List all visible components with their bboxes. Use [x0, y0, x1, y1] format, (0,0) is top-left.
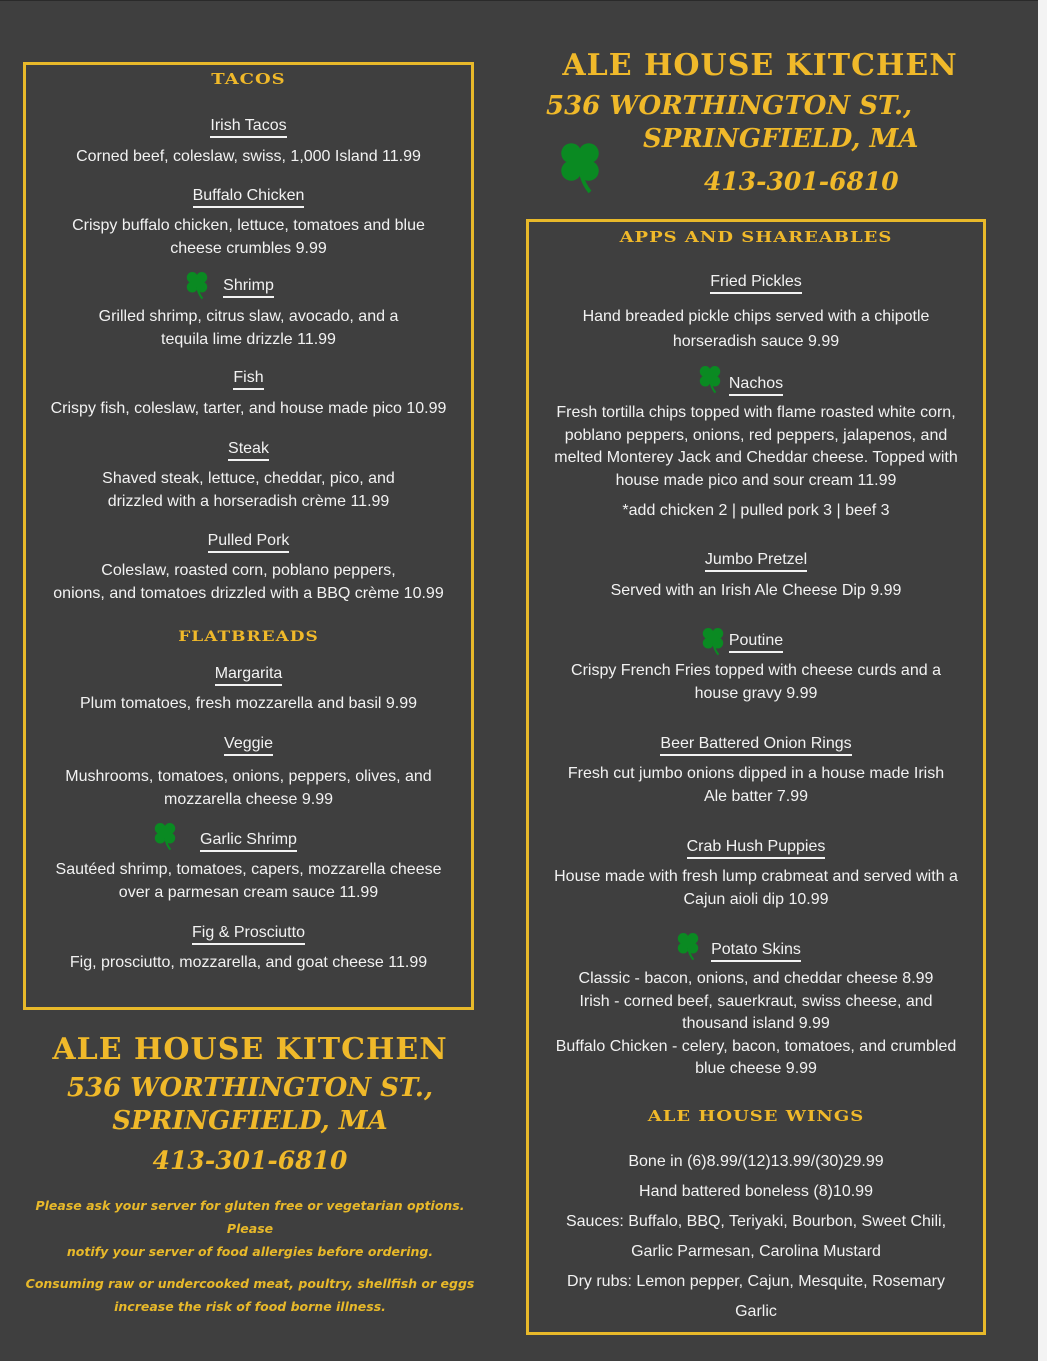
menu-item-potato-skins — [529, 940, 983, 1081]
item-desc-line: cheese crumbles 9.99 — [170, 239, 327, 257]
menu-item-poutine — [529, 631, 983, 705]
menu-item-steak — [26, 439, 471, 513]
item-desc-line: house made pico and sour cream 11.99 — [615, 471, 897, 489]
brand-block-top — [530, 46, 990, 86]
item-desc: Plum tomatoes, fresh mozzarella and basil 9.99 — [79, 695, 418, 712]
item-name: Veggie — [224, 734, 273, 756]
item-name: Nachos — [729, 374, 783, 396]
item-name: Steak — [228, 439, 269, 461]
address-line-1: 536 WORTHINGTON ST., — [546, 91, 913, 121]
item-name: Irish Tacos — [210, 116, 286, 138]
item-desc-line: Shaved steak, lettuce, cheddar, pico, and — [102, 470, 395, 487]
item-desc-line: Coleslaw, roasted corn, poblano peppers, — [101, 562, 396, 579]
item-name: Fig & Prosciutto — [192, 923, 305, 945]
menu-item-jumbo-pretzel — [529, 550, 983, 603]
item-desc-line: Hand breaded pickle chips served with a chipotle — [582, 308, 930, 325]
item-desc-line: Irish - corned beef, sauerkraut, swiss cheese, and — [579, 992, 933, 1010]
item-name: Garlic Shrimp — [200, 830, 297, 852]
food-safety-note-line: Consuming raw or undercooked meat, poultry, shellfish or eggs — [25, 1276, 475, 1291]
wings-line: Bone in (6)8.99/(12)13.99/(30)29.99 — [628, 1153, 884, 1170]
item-name: Beer Battered Onion Rings — [660, 734, 851, 756]
menu-item-onion-rings — [529, 734, 983, 808]
item-desc-line: Buffalo Chicken - celery, bacon, tomatoes, and crumbled — [555, 1037, 957, 1055]
item-desc-line: blue cheese 9.99 — [695, 1060, 817, 1077]
allergy-note-line: notify your server of food allergies before ordering. — [66, 1244, 434, 1259]
item-name: Poutine — [729, 631, 783, 653]
wings-line: Hand battered boneless (8)10.99 — [639, 1183, 873, 1200]
item-name: Buffalo Chicken — [193, 186, 305, 208]
phone-number: 413-301-6810 — [704, 167, 899, 196]
top-edge-line — [0, 0, 1038, 1]
food-safety-note-line: increase the risk of food borne illness. — [114, 1299, 386, 1314]
tacos-flatbreads-panel — [23, 62, 474, 1010]
item-name: Potato Skins — [711, 940, 801, 962]
item-desc-line: tequila lime drizzle 11.99 — [161, 330, 336, 348]
item-name: Crab Hush Puppies — [687, 837, 826, 859]
item-name: Shrimp — [223, 276, 274, 298]
item-desc-line: melted Monterey Jack and Cheddar cheese. Topped with — [554, 449, 958, 466]
item-addon-line: *add chicken 2 | pulled pork 3 | beef 3 — [622, 502, 890, 519]
item-desc-line: Sautéed shrimp, tomatoes, capers, mozzarella cheese — [55, 861, 442, 878]
menu-item-pulled-pork — [26, 531, 471, 605]
item-name: Margarita — [215, 664, 283, 686]
shamrock-icon — [555, 138, 605, 196]
brand-block-bottom — [20, 1030, 480, 1182]
item-name: Pulled Pork — [208, 531, 290, 553]
item-desc-line: house gravy 9.99 — [694, 684, 818, 702]
item-desc: Crispy fish, coleslaw, tarter, and house made pico 10.99 — [50, 400, 447, 417]
menu-item-fig-prosciutto — [26, 923, 471, 975]
menu-item-garlic-shrimp — [26, 830, 471, 904]
item-desc-line: House made with fresh lump crabmeat and served with a — [554, 868, 958, 885]
item-desc-line: Classic - bacon, onions, and cheddar cheese 8.99 — [578, 970, 934, 987]
apps-wings-panel — [526, 219, 986, 1335]
item-desc-line: horseradish sauce 9.99 — [672, 333, 840, 350]
item-desc-line: Crispy buffalo chicken, lettuce, tomatoes and blue — [72, 217, 425, 234]
item-desc-line: poblano peppers, onions, red peppers, jalapenos, and — [564, 426, 948, 444]
menu-item-irish-tacos — [26, 116, 471, 169]
item-desc: Fig, prosciutto, mozzarella, and goat cheese 11.99 — [69, 954, 428, 971]
item-desc: Corned beef, coleslaw, swiss, 1,000 Island 11.99 — [76, 148, 421, 165]
item-desc-line: Cajun aioli dip 10.99 — [683, 890, 829, 908]
tacos-heading: TACOS — [211, 70, 286, 89]
item-desc-line: thousand island 9.99 — [682, 1015, 830, 1032]
address-line-2: SPRINGFIELD, MA — [112, 1106, 388, 1136]
item-desc-line: Fresh tortilla chips topped with flame roasted white corn, — [556, 404, 956, 421]
item-name: Fish — [233, 368, 263, 390]
item-desc-line: Mushrooms, tomatoes, onions, peppers, olives, and — [65, 768, 432, 785]
restaurant-name: ALE HOUSE KITCHEN — [52, 1032, 448, 1067]
item-desc-line: over a parmesan cream sauce 11.99 — [118, 883, 379, 901]
item-desc-line: Fresh cut jumbo onions dipped in a house made Irish — [567, 765, 945, 782]
wings-line: Sauces: Buffalo, BBQ, Teriyaki, Bourbon, Sweet Chili, — [565, 1213, 947, 1230]
wings-heading: ALE HOUSE WINGS — [647, 1107, 865, 1126]
item-desc-line: Grilled shrimp, citrus slaw, avocado, and a — [98, 308, 399, 325]
item-desc-line: onions, and tomatoes drizzled with a BBQ crème 10.99 — [53, 584, 444, 602]
apps-heading: APPS AND SHAREABLES — [619, 228, 893, 247]
item-desc-line: mozzarella cheese 9.99 — [164, 790, 333, 808]
address-line-1: 536 WORTHINGTON ST., — [66, 1073, 434, 1103]
menu-item-buffalo-chicken — [26, 186, 471, 260]
menu-item-shrimp — [26, 276, 471, 351]
phone-number: 413-301-6810 — [152, 1146, 348, 1175]
restaurant-name: ALE HOUSE KITCHEN — [562, 48, 958, 83]
menu-item-fried-pickles — [529, 272, 983, 354]
right-margin-strip — [1038, 0, 1047, 1361]
wings-line: Garlic Parmesan, Carolina Mustard — [631, 1243, 881, 1260]
wings-line: Garlic — [735, 1303, 777, 1320]
menu-item-margarita — [26, 664, 471, 716]
menu-item-veggie — [26, 734, 471, 811]
item-name: Fried Pickles — [710, 272, 802, 294]
menu-item-fish — [26, 368, 471, 421]
allergy-note-line: Please ask your server for gluten free or vegetarian options. Please — [35, 1198, 465, 1236]
item-desc-line: Crispy French Fries topped with cheese curds and a — [571, 662, 941, 679]
flatbreads-heading: FLATBREADS — [178, 628, 319, 646]
item-desc: Served with an Irish Ale Cheese Dip 9.99 — [610, 582, 902, 599]
menu-item-crab-hush-puppies — [529, 837, 983, 911]
address-line-2: SPRINGFIELD, MA — [643, 124, 919, 154]
item-desc-line: Ale batter 7.99 — [703, 787, 809, 805]
wings-line: Dry rubs: Lemon pepper, Cajun, Mesquite, Rosemary — [567, 1273, 945, 1290]
item-desc-line: drizzled with a horseradish crème 11.99 — [107, 492, 390, 510]
item-name: Jumbo Pretzel — [705, 550, 807, 572]
dietary-notes — [20, 1194, 480, 1318]
menu-item-nachos — [529, 374, 983, 523]
wings-details — [529, 1147, 983, 1327]
